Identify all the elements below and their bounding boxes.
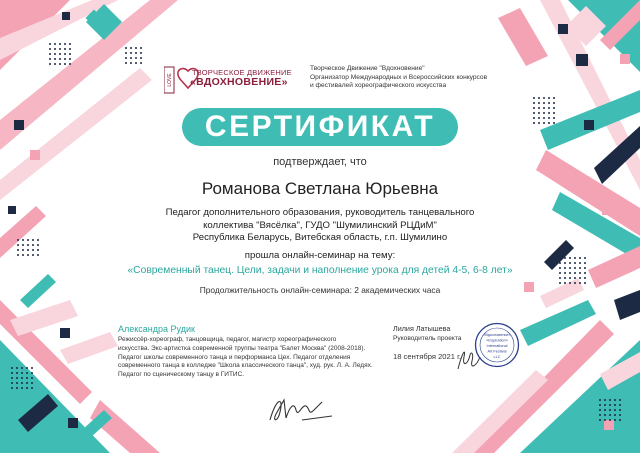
deco-dot (559, 272, 561, 274)
deco-dot (538, 112, 540, 114)
deco-dot (543, 97, 545, 99)
confirms-text: подтверждает, что (273, 156, 367, 168)
issue-date: 18 сентября 2021 г. (393, 352, 462, 361)
deco-dot (579, 277, 581, 279)
deco-dot (574, 262, 576, 264)
deco-dot (64, 43, 66, 45)
deco-shape (584, 120, 594, 130)
deco-dot (553, 102, 555, 104)
deco-dot (17, 244, 19, 246)
deco-dot (584, 277, 586, 279)
deco-dot (21, 372, 23, 374)
deco-dot (553, 122, 555, 124)
deco-shape (614, 290, 640, 320)
organizer-line: и фестивалей хореографического искусства (310, 82, 447, 90)
deco-dot (59, 48, 61, 50)
deco-dot (17, 249, 19, 251)
deco-dot (614, 399, 616, 401)
deco-dot (604, 409, 606, 411)
deco-dot (22, 244, 24, 246)
deco-dot (574, 257, 576, 259)
deco-dot (140, 57, 142, 59)
deco-dot (32, 249, 34, 251)
deco-dot (49, 63, 51, 65)
deco-dot (49, 58, 51, 60)
deco-dot (619, 404, 621, 406)
deco-dot (140, 62, 142, 64)
deco-shape (602, 206, 611, 215)
deco-dot (538, 122, 540, 124)
deco-dot (564, 272, 566, 274)
deco-shape (498, 8, 548, 66)
deco-dot (59, 43, 61, 45)
deco-dot (548, 107, 550, 109)
seminar-duration: Продолжительность онлайн-семинара: 2 академических часа (199, 285, 441, 295)
deco-dot (125, 47, 127, 49)
recipient-name: Романова Светлана Юрьевна (201, 179, 439, 198)
deco-dot (579, 257, 581, 259)
deco-dot (130, 52, 132, 54)
deco-dot (22, 239, 24, 241)
deco-dot (533, 107, 535, 109)
deco-dot (125, 52, 127, 54)
deco-dot (609, 414, 611, 416)
deco-dot (130, 62, 132, 64)
deco-dot (543, 112, 545, 114)
deco-dot (26, 372, 28, 374)
deco-dot (599, 409, 601, 411)
deco-dot (574, 282, 576, 284)
deco-dot (31, 377, 33, 379)
deco-dot (16, 377, 18, 379)
logo-title: «ВДОХНОВЕНИЕ» (190, 76, 288, 88)
deco-dot (130, 47, 132, 49)
organizer-line: Организатор Международных и Всероссийских конкурсов (310, 73, 488, 81)
deco-dot (17, 239, 19, 241)
deco-dot (59, 58, 61, 60)
deco-dot (614, 419, 616, 421)
deco-dot (11, 367, 13, 369)
deco-dot (619, 414, 621, 416)
deco-dot (569, 272, 571, 274)
deco-shape (20, 274, 56, 308)
left-signature-icon (262, 392, 342, 428)
deco-dot (569, 262, 571, 264)
deco-dot (26, 377, 28, 379)
deco-dot (579, 272, 581, 274)
seminar-topic: «Современный танец. Цели, задачи и наполнение урока для детей 4-5, 6-8 лет» (127, 265, 513, 276)
deco-dot (599, 399, 601, 401)
deco-dot (559, 257, 561, 259)
deco-dot (584, 262, 586, 264)
deco-dot (574, 272, 576, 274)
deco-dot (64, 63, 66, 65)
deco-dot (533, 97, 535, 99)
bio-line: Режиссёр-хореограф, танцовщица, педагог, магистр хореографического (118, 336, 337, 343)
logo-subtitle: ТВОРЧЕСКОЕ ДВИЖЕНИЕ (192, 68, 292, 77)
deco-dot (548, 117, 550, 119)
deco-dot (564, 257, 566, 259)
deco-dot (31, 372, 33, 374)
stamp-line: LLC (493, 355, 501, 359)
deco-dot (26, 367, 28, 369)
deco-shape (588, 246, 640, 288)
deco-dot (125, 62, 127, 64)
deco-dot (16, 367, 18, 369)
deco-dot (609, 404, 611, 406)
deco-shape (544, 240, 574, 270)
deco-dot (32, 239, 34, 241)
deco-dot (37, 244, 39, 246)
deco-dot (599, 404, 601, 406)
deco-dot (37, 249, 39, 251)
bio-line: искусства. Экс-артистка современной труппы театра "Балет Москва" (2008-2018). (118, 344, 366, 352)
bio-line: современного танца в колледже "Школа классического танца", худ. рук. Л. А. Ледях. (118, 362, 373, 370)
deco-dot (614, 404, 616, 406)
deco-dot (21, 377, 23, 379)
deco-dot (538, 102, 540, 104)
deco-dot (54, 63, 56, 65)
deco-dot (569, 267, 571, 269)
stamp-line: «Вдохновение» (483, 333, 511, 337)
deco-shape (524, 282, 534, 292)
deco-dot (569, 282, 571, 284)
deco-shape (30, 150, 40, 160)
deco-dot (619, 399, 621, 401)
deco-dot (584, 282, 586, 284)
deco-shape (576, 54, 588, 66)
deco-dot (130, 57, 132, 59)
deco-shape (68, 418, 78, 428)
deco-dot (538, 117, 540, 119)
deco-dot (614, 414, 616, 416)
left-signer-name: Александра Рудик (118, 324, 195, 334)
deco-dot (11, 387, 13, 389)
deco-dot (543, 117, 545, 119)
organizer-info (310, 65, 500, 91)
deco-dot (538, 107, 540, 109)
deco-shape (60, 328, 70, 338)
deco-dot (11, 372, 13, 374)
deco-dot (69, 58, 71, 60)
bio-line: Педагог школы современного танца и перформанса Цех. Педагог отделения (118, 353, 351, 361)
deco-dot (584, 257, 586, 259)
deco-dot (533, 102, 535, 104)
deco-dot (49, 53, 51, 55)
deco-dot (559, 277, 561, 279)
deco-dot (27, 244, 29, 246)
deco-dot (564, 277, 566, 279)
deco-dot (619, 409, 621, 411)
passed-text: прошла онлайн-семинар на тему: (244, 250, 396, 261)
deco-dot (559, 282, 561, 284)
deco-dot (569, 257, 571, 259)
deco-dot (564, 282, 566, 284)
deco-dot (533, 122, 535, 124)
deco-dot (22, 254, 24, 256)
deco-dot (69, 43, 71, 45)
deco-dot (564, 262, 566, 264)
deco-dot (135, 47, 137, 49)
deco-dot (553, 97, 555, 99)
deco-dot (54, 43, 56, 45)
deco-dot (11, 382, 13, 384)
deco-dot (59, 53, 61, 55)
deco-dot (69, 53, 71, 55)
stamp-line: International (486, 344, 508, 348)
deco-dot (553, 112, 555, 114)
deco-dot (548, 97, 550, 99)
deco-dot (37, 254, 39, 256)
deco-dot (559, 267, 561, 269)
deco-dot (553, 107, 555, 109)
deco-dot (69, 63, 71, 65)
deco-dot (543, 122, 545, 124)
deco-shape (558, 24, 568, 34)
deco-dot (26, 387, 28, 389)
deco-dot (604, 419, 606, 421)
left-signer-bio (118, 336, 378, 380)
deco-dot (548, 102, 550, 104)
deco-dot (27, 239, 29, 241)
deco-dot (533, 117, 535, 119)
deco-dot (584, 272, 586, 274)
deco-dot (54, 48, 56, 50)
deco-dot (21, 387, 23, 389)
deco-dot (538, 97, 540, 99)
organizer-line: Творческое Движение "Вдохновение" (310, 65, 425, 72)
deco-dot (54, 53, 56, 55)
deco-dot (32, 254, 34, 256)
right-signer-name: Лилия Латышева (393, 324, 451, 333)
deco-dot (54, 58, 56, 60)
right-signer-role: Руководитель проекта (393, 335, 462, 342)
deco-dot (609, 419, 611, 421)
deco-dot (64, 58, 66, 60)
deco-dot (533, 112, 535, 114)
deco-dot (604, 404, 606, 406)
deco-dot (135, 57, 137, 59)
deco-dot (579, 262, 581, 264)
deco-dot (543, 102, 545, 104)
deco-dot (49, 48, 51, 50)
deco-dot (609, 399, 611, 401)
deco-dot (11, 377, 13, 379)
deco-dot (599, 414, 601, 416)
position-line: Республика Беларусь, Витебская область, г.п. Шумилино (192, 232, 448, 244)
deco-dot (553, 117, 555, 119)
deco-dot (21, 367, 23, 369)
deco-dot (543, 107, 545, 109)
svg-text:LOVE: LOVE (167, 73, 173, 87)
deco-shape (540, 278, 584, 308)
deco-dot (17, 254, 19, 256)
deco-shape (604, 420, 614, 430)
deco-dot (564, 267, 566, 269)
deco-dot (604, 414, 606, 416)
organization-stamp (474, 322, 520, 368)
stamp-line: «Inspiration» (486, 338, 508, 343)
deco-dot (64, 53, 66, 55)
deco-dot (27, 249, 29, 251)
position-line: коллектива "Вясёлка", ГУДО "Шумилинский РЦДиМ" (203, 219, 437, 231)
deco-dot (579, 282, 581, 284)
deco-dot (31, 387, 33, 389)
deco-dot (32, 244, 34, 246)
deco-dot (69, 48, 71, 50)
recipient-position (150, 207, 490, 245)
deco-dot (548, 112, 550, 114)
deco-dot (579, 267, 581, 269)
deco-dot (135, 62, 137, 64)
deco-shape (62, 12, 70, 20)
stamp-line: Art Festival (487, 349, 507, 354)
deco-dot (26, 382, 28, 384)
deco-dot (16, 382, 18, 384)
deco-dot (31, 367, 33, 369)
deco-dot (64, 48, 66, 50)
deco-dot (614, 409, 616, 411)
deco-shape (0, 68, 152, 200)
deco-dot (22, 249, 24, 251)
deco-dot (135, 52, 137, 54)
deco-dot (559, 262, 561, 264)
certificate-title: СЕРТИФИКАТ (204, 110, 436, 143)
deco-dot (584, 267, 586, 269)
position-line: Педагог дополнительного образования, руководитель танцевального (165, 207, 475, 218)
deco-shape (620, 54, 630, 64)
deco-dot (569, 277, 571, 279)
deco-dot (599, 419, 601, 421)
bio-line: Педагог по сценическому танцу в ГИТИС. (118, 371, 245, 379)
deco-dot (140, 47, 142, 49)
deco-dot (16, 372, 18, 374)
deco-dot (27, 254, 29, 256)
deco-dot (125, 57, 127, 59)
deco-dot (548, 122, 550, 124)
deco-dot (604, 399, 606, 401)
deco-shape (8, 206, 16, 214)
deco-shape (14, 120, 24, 130)
deco-dot (31, 382, 33, 384)
deco-dot (21, 382, 23, 384)
deco-dot (16, 387, 18, 389)
deco-dot (574, 277, 576, 279)
deco-dot (609, 409, 611, 411)
deco-dot (59, 63, 61, 65)
deco-dot (37, 239, 39, 241)
deco-dot (619, 419, 621, 421)
deco-dot (574, 267, 576, 269)
deco-dot (140, 52, 142, 54)
deco-dot (49, 43, 51, 45)
